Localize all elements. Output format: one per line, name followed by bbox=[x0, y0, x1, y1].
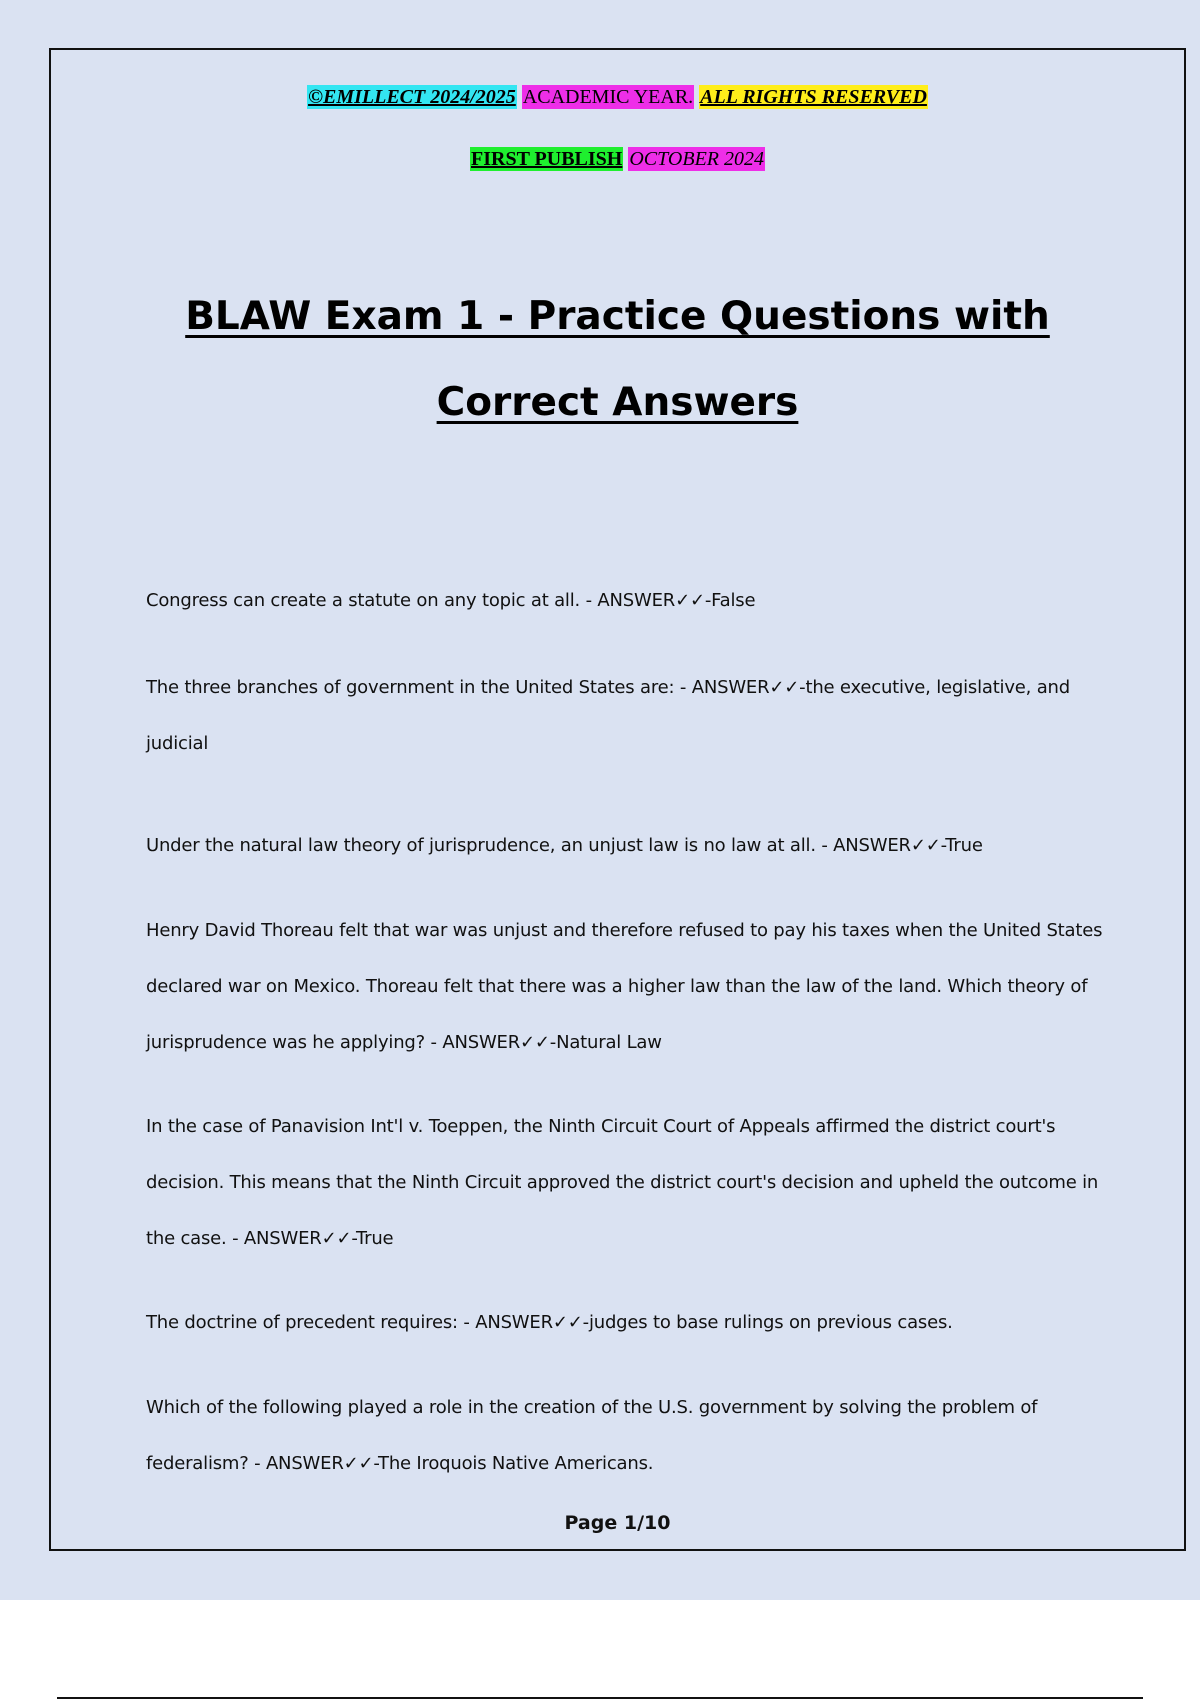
publish-header bbox=[51, 148, 1184, 171]
document-title-line-2: Correct Answers bbox=[436, 380, 799, 425]
copyright-highlight: ©EMILLECT 2024/2025 bbox=[308, 86, 516, 108]
page-border-frame bbox=[49, 48, 1186, 1551]
document-title-line-1: BLAW Exam 1 - Practice Questions with bbox=[185, 294, 1050, 339]
page-number: Page 1/10 bbox=[564, 1512, 671, 1534]
question-item: Henry David Thoreau felt that war was unjust and therefore refused to pay his taxes when the United States declared war on Mexico. Thoreau felt that there was a higher law than the law of the land. Which theory of jurisprudence was he applying? - ANSWER✓✓-Natural Law bbox=[146, 920, 1103, 1053]
question-item: The doctrine of precedent requires: - ANSWER✓✓-judges to base rulings on previous cases. bbox=[146, 1312, 953, 1333]
first-publish-highlight: FIRST PUBLISH bbox=[471, 148, 623, 170]
rights-reserved-highlight: ALL RIGHTS RESERVED bbox=[700, 86, 927, 108]
copyright-header bbox=[51, 86, 1184, 109]
question-item: Under the natural law theory of jurisprudence, an unjust law is no law at all. - ANSWER✓✓-True bbox=[146, 835, 983, 856]
question-item: Congress can create a statute on any topic at all. - ANSWER✓✓-False bbox=[146, 590, 756, 611]
academic-year-highlight: ACADEMIC YEAR. bbox=[522, 86, 694, 108]
question-item: Which of the following played a role in the creation of the U.S. government by solving the problem of federalism? - ANSWER✓✓-The Iroquois Native Americans. bbox=[146, 1397, 1038, 1474]
question-item: The three branches of government in the United States are: - ANSWER✓✓-the executive, legislative, and judicial bbox=[146, 677, 1070, 754]
question-item: In the case of Panavision Int'l v. Toeppen, the Ninth Circuit Court of Appeals affirmed the district court's decision. This means that the Ninth Circuit approved the district court's decision and upheld the outcome in the case. - ANSWER✓✓-True bbox=[146, 1116, 1099, 1249]
next-page-divider bbox=[57, 1697, 1143, 1699]
publish-date-highlight: OCTOBER 2024 bbox=[629, 148, 764, 170]
